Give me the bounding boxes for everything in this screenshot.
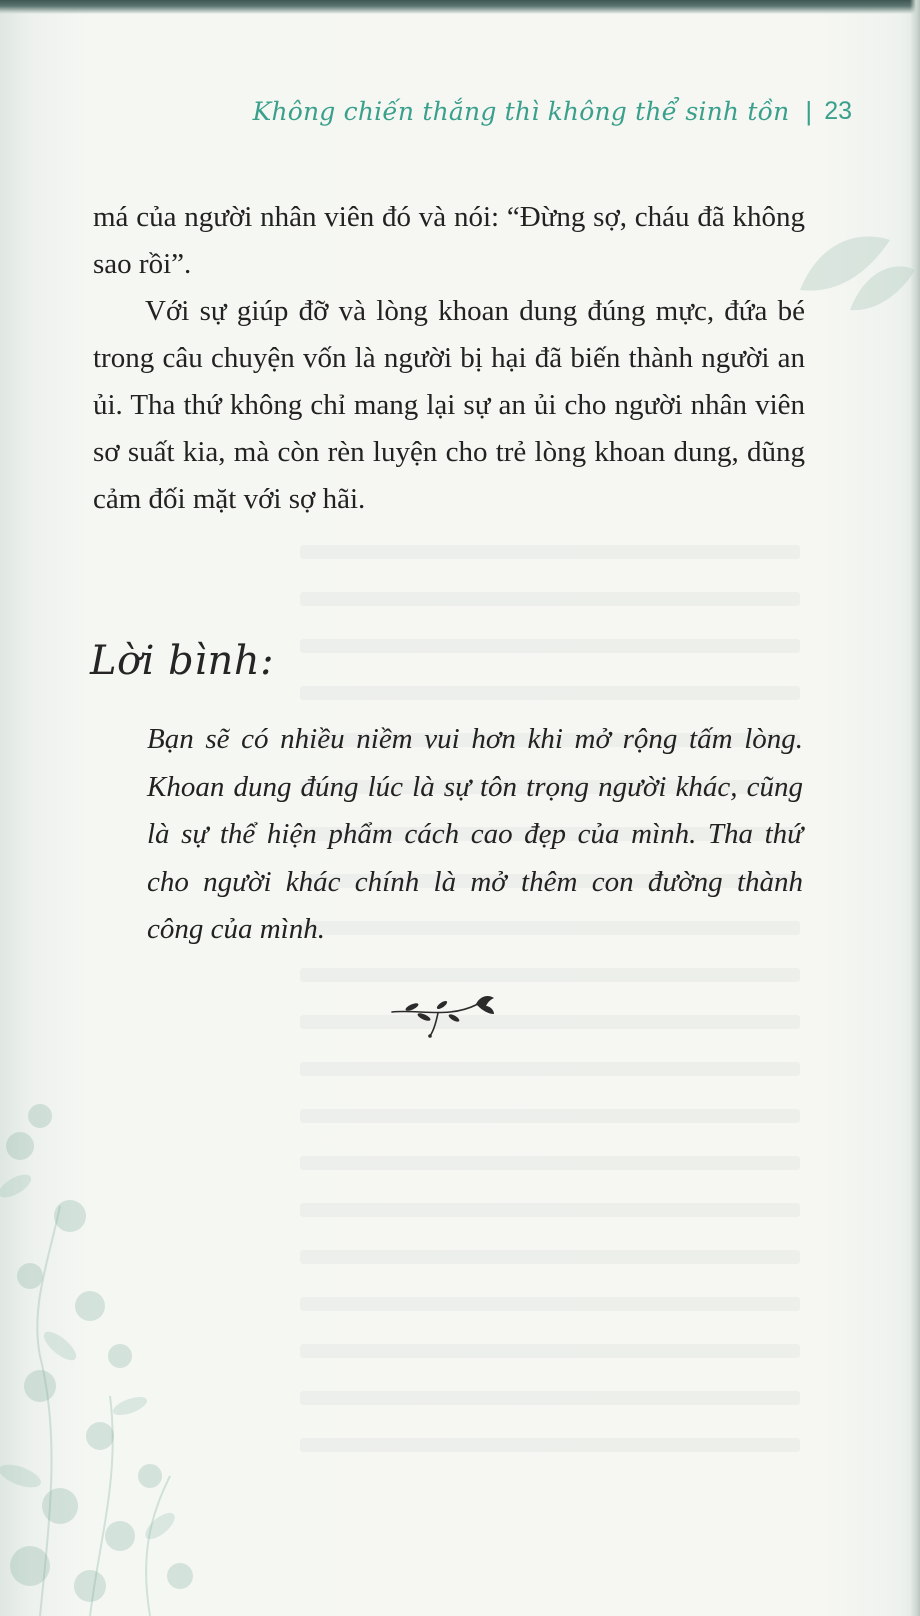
running-title: Không chiến thắng thì không thể sinh tồn xyxy=(252,97,790,126)
page-number: 23 xyxy=(824,97,852,125)
floral-divider-icon xyxy=(390,992,500,1038)
paragraph: Với sự giúp đỡ và lòng khoan dung đúng mực, đứa bé trong câu chuyện vốn là người bị hại đã biến thành người an ủi. Tha thứ không chỉ mang lại sự an ủi cho người nhân viên sơ suất kia, mà còn rèn luyện cho trẻ lòng khoan dung, dũng cảm đối mặt với sợ hãi. xyxy=(93,295,805,515)
header-separator: | xyxy=(805,96,813,126)
comment-paragraph: Bạn sẽ có nhiều niềm vui hơn khi mở rộng tấm lòng. Khoan dung đúng lúc là sự tôn trọng người khác, cũng là sự thể hiện phẩm cách cao đẹp của mình. Tha thứ cho người khác chính là mở thêm con đường thành công của mình. xyxy=(147,723,803,945)
comment-text xyxy=(147,716,803,954)
comment-heading: Lời bình: xyxy=(90,638,275,684)
paragraph: má của người nhân viên đó và nói: “Đừng sợ, cháu đã không sao rồi”. xyxy=(93,201,805,280)
body-text xyxy=(93,194,805,523)
running-header xyxy=(253,96,852,127)
page-right-edge xyxy=(910,0,920,1616)
floral-watermark-icon xyxy=(0,1056,260,1616)
page-top-edge xyxy=(0,0,920,14)
